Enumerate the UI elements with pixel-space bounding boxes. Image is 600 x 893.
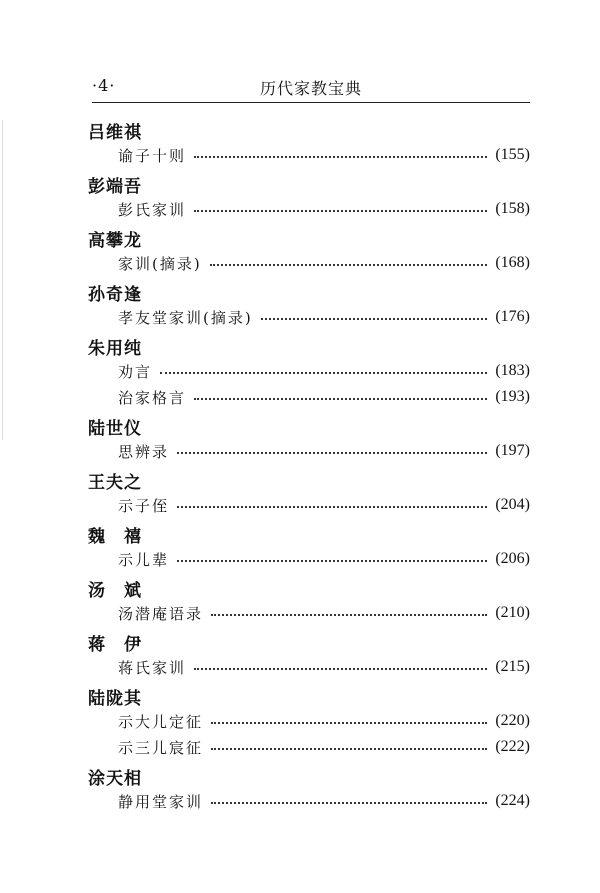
dot-leader	[211, 614, 487, 616]
toc-entry-title: 示儿辈	[118, 550, 170, 569]
toc-author: 朱用纯	[88, 339, 142, 359]
toc-entry[interactable]	[118, 360, 530, 382]
toc-entry[interactable]	[118, 494, 530, 516]
toc-entry[interactable]	[118, 736, 530, 758]
toc-entry-page: (210)	[495, 604, 530, 621]
toc-entry-page: (222)	[495, 738, 530, 755]
toc-entry[interactable]	[118, 386, 530, 408]
toc-entry[interactable]	[118, 710, 530, 732]
toc-author: 涂天相	[88, 769, 142, 789]
toc-entry-title: 示子侄	[118, 496, 170, 515]
toc-author: 王夫之	[88, 473, 142, 493]
toc-entry-title: 汤潜庵语录	[118, 604, 204, 623]
toc-entry-page: (155)	[495, 146, 530, 163]
toc-entry-title: 治家格言	[118, 388, 187, 407]
toc-entry-title: 孝友堂家训(摘录)	[118, 308, 253, 327]
dot-leader	[211, 802, 487, 804]
toc-entry-page: (158)	[495, 200, 530, 217]
toc-entry[interactable]	[118, 602, 530, 624]
toc-entry-title: 谕子十则	[118, 146, 187, 165]
dot-leader	[160, 372, 487, 374]
toc-entry-page: (193)	[495, 388, 530, 405]
toc-entry-page: (224)	[495, 792, 530, 809]
dot-leader	[177, 452, 487, 454]
toc-entry-page: (215)	[495, 658, 530, 675]
toc-entry[interactable]	[118, 144, 530, 166]
page-number: ·4·	[92, 76, 116, 95]
toc-author: 吕维祺	[88, 123, 142, 143]
toc-entry-title: 劝言	[118, 362, 153, 381]
toc-entry-title: 示大儿定征	[118, 712, 204, 731]
toc-author: 孙奇逢	[88, 285, 142, 305]
toc-author: 陆世仪	[88, 419, 142, 439]
toc-entry[interactable]	[118, 306, 530, 328]
scan-edge-line	[2, 120, 3, 440]
toc-entry-page: (176)	[495, 308, 530, 325]
dot-leader	[211, 722, 487, 724]
toc-author: 汤 斌	[88, 581, 142, 601]
toc-entry-page: (168)	[495, 254, 530, 271]
page-header	[92, 72, 530, 103]
toc-author: 蒋 伊	[88, 635, 142, 655]
dot-leader	[261, 318, 488, 320]
toc-entry-page: (204)	[495, 496, 530, 513]
dot-leader	[194, 156, 487, 158]
toc-entry-title: 思辨录	[118, 442, 170, 461]
dot-leader	[177, 560, 487, 562]
toc-entry[interactable]	[118, 656, 530, 678]
toc-entry-page: (197)	[495, 442, 530, 459]
dot-leader	[177, 506, 487, 508]
dot-leader	[194, 668, 487, 670]
toc-entry-page: (206)	[495, 550, 530, 567]
toc-author: 陆陇其	[88, 689, 142, 709]
toc-entry-title: 静用堂家训	[118, 792, 204, 811]
toc-entry[interactable]	[118, 252, 530, 274]
toc-entry-title: 家训(摘录)	[118, 254, 202, 273]
book-title: 历代家教宝典	[259, 79, 362, 98]
toc-entry-title: 蒋氏家训	[118, 658, 187, 677]
dot-leader	[211, 748, 487, 750]
toc-author: 魏 禧	[88, 527, 142, 547]
toc-entry-page: (220)	[495, 712, 530, 729]
toc-entry[interactable]	[118, 548, 530, 570]
toc-entry[interactable]	[118, 440, 530, 462]
toc-entry-page: (183)	[495, 362, 530, 379]
dot-leader	[210, 264, 488, 266]
toc-entry-title: 示三儿宸征	[118, 738, 204, 757]
toc-entry[interactable]	[118, 790, 530, 812]
toc-entry-title: 彭氏家训	[118, 200, 187, 219]
toc-author: 高攀龙	[88, 231, 142, 251]
toc-author: 彭端吾	[88, 177, 142, 197]
dot-leader	[194, 398, 487, 400]
dot-leader	[194, 210, 487, 212]
toc-entry[interactable]	[118, 198, 530, 220]
